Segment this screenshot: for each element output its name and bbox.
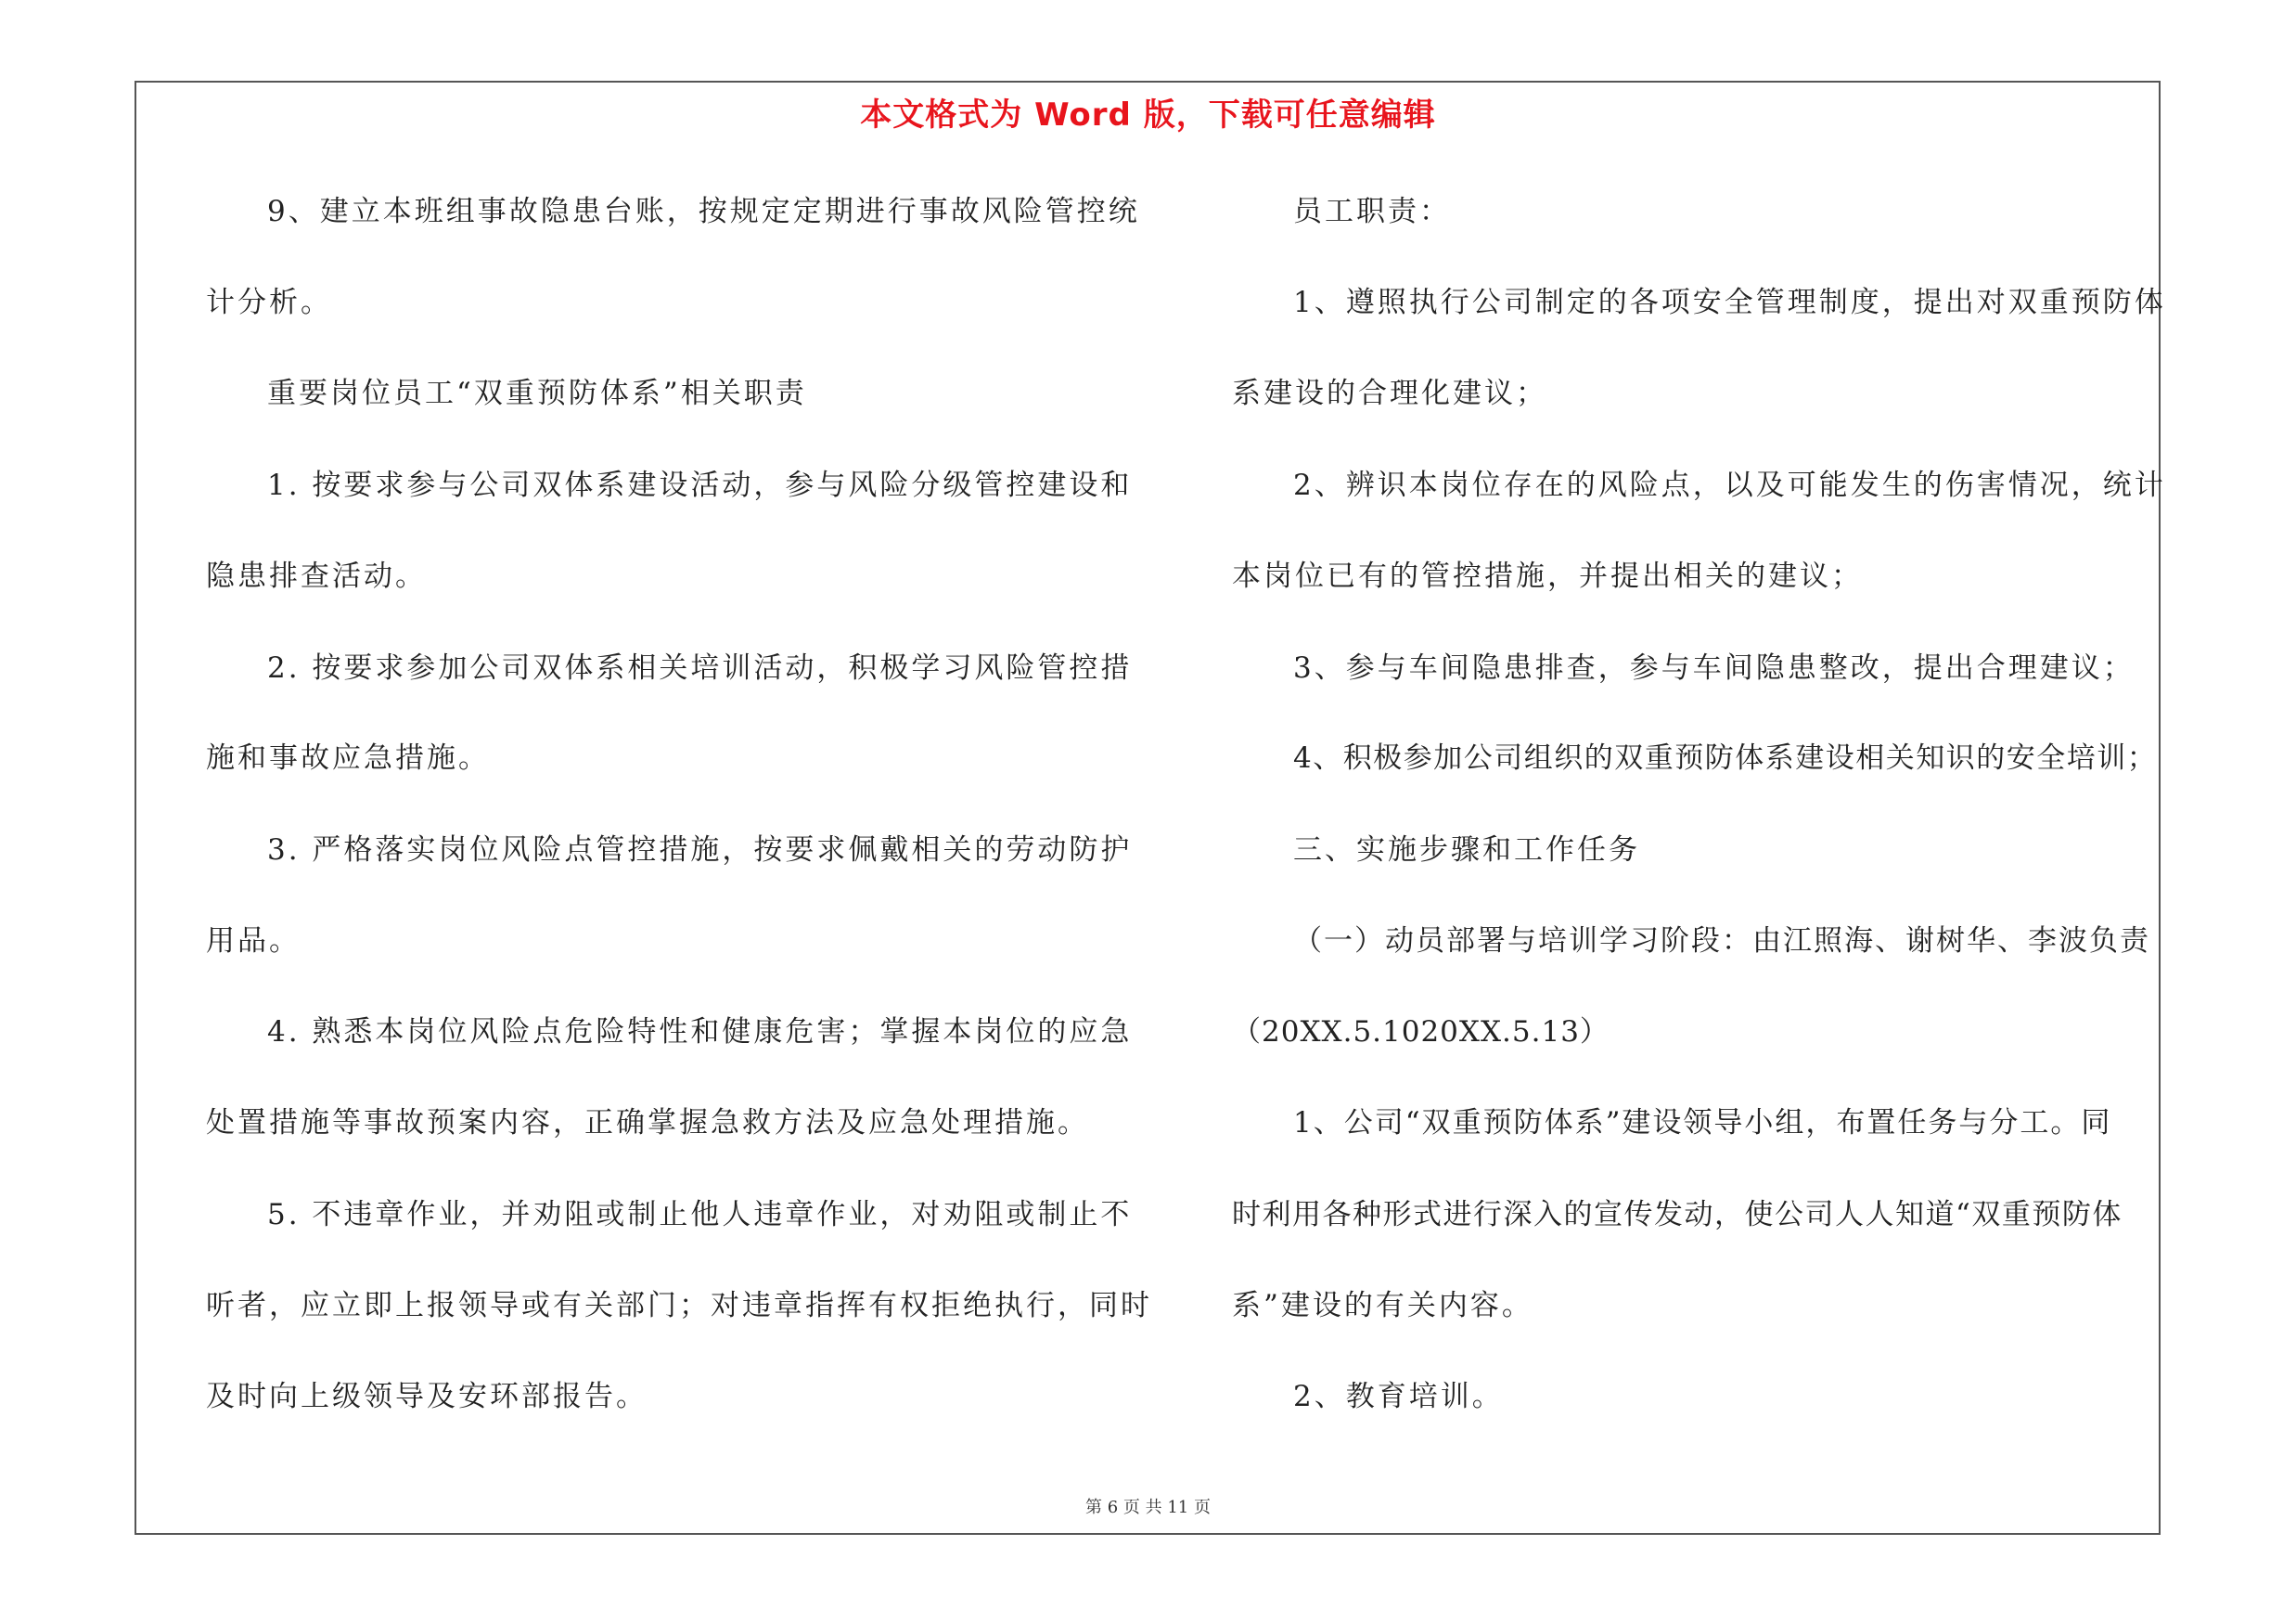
text-line: 1、遵照执行公司制定的各项安全管理制度，提出对双重预防体 [1293, 286, 2166, 319]
text-line: （20XX.5.1020XX.5.13） [1232, 1015, 1610, 1049]
text-line: 及时向上级领导及安环部报告。 [206, 1380, 648, 1413]
text-line: 9、建立本班组事故隐患台账，按规定定期进行事故风险管控统 [267, 195, 1140, 228]
text-line: 4、积极参加公司组织的双重预防体系建设相关知识的安全培训； [1293, 741, 2158, 775]
text-line: 隐患排查活动。 [206, 560, 427, 593]
page-number: 第 6 页 共 11 页 [1085, 1498, 1211, 1517]
text-line: 计分析。 [206, 286, 332, 319]
text-line: 3. 严格落实岗位风险点管控措施，按要求佩戴相关的劳动防护 [267, 833, 1133, 867]
text-line: 员工职责： [1293, 195, 1451, 228]
text-line: 2、教育培训。 [1293, 1380, 1504, 1413]
text-line: （一）动员部署与培训学习阶段：由江照海、谢树华、李波负责 [1293, 924, 2150, 958]
text-line: 系”建设的有关内容。 [1232, 1289, 1533, 1322]
text-line: 重要岗位员工“双重预防体系”相关职责 [267, 377, 807, 410]
text-line: 4. 熟悉本岗位风险点危险特性和健康危害；掌握本岗位的应急 [267, 1015, 1133, 1049]
text-line: 本岗位已有的管控措施，并提出相关的建议； [1232, 560, 1863, 593]
text-line: 3、参与车间隐患排查，参与车间隐患整改，提出合理建议； [1293, 651, 2135, 685]
text-line: 2. 按要求参加公司双体系相关培训活动，积极学习风险管控措 [267, 651, 1133, 685]
text-line: 1. 按要求参与公司双体系建设活动，参与风险分级管控建设和 [267, 469, 1133, 502]
text-line: 5. 不违章作业，并劝阻或制止他人违章作业，对劝阻或制止不 [267, 1198, 1133, 1231]
text-line: 1、公司“双重预防体系”建设领导小组，布置任务与分工。同 [1293, 1106, 2112, 1140]
text-line: 施和事故应急措施。 [206, 741, 490, 775]
text-line: 三、实施步骤和工作任务 [1293, 833, 1640, 867]
text-line: 用品。 [206, 924, 301, 958]
text-line: 系建设的合理化建议； [1232, 377, 1547, 410]
text-line: 处置措施等事故预案内容，正确掌握急救方法及应急处理措施。 [206, 1106, 1089, 1140]
text-line: 2、辨识本岗位存在的风险点，以及可能发生的伤害情况，统计 [1293, 469, 2166, 502]
text-line: 时利用各种形式进行深入的宣传发动，使公司人人知道“双重预防体 [1232, 1198, 2123, 1231]
header-banner: 本文格式为 Word 版，下载可任意编辑 [860, 97, 1436, 134]
text-line: 听者，应立即上报领导或有关部门；对违章指挥有权拒绝执行，同时 [206, 1289, 1152, 1322]
